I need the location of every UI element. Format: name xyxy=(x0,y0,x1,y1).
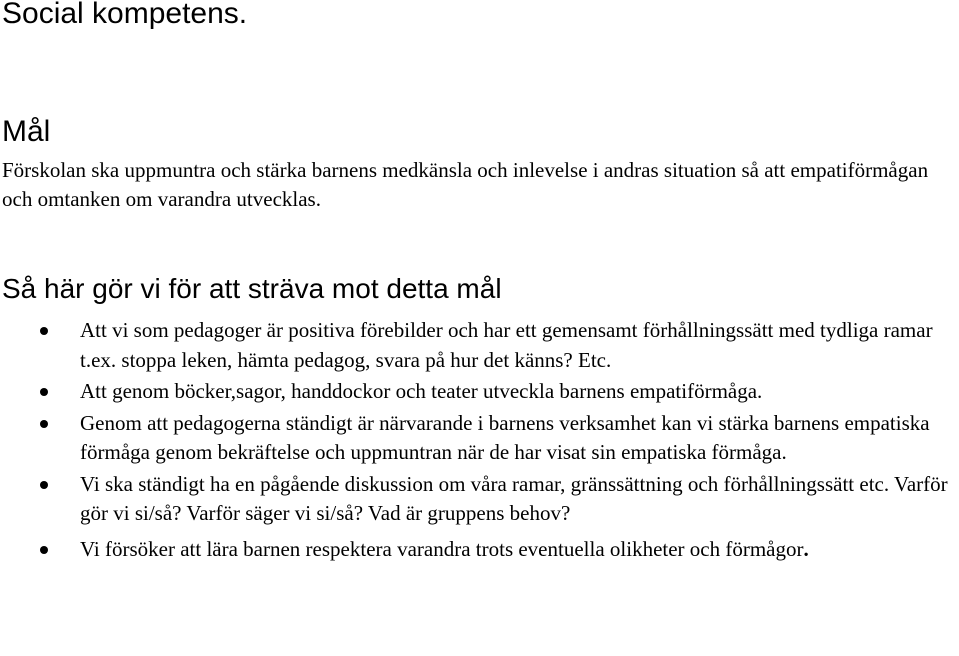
methods-heading: Så här gör vi för att sträva mot detta mål xyxy=(2,273,502,304)
list-item xyxy=(0,533,955,566)
list-item-end-punctuation: . xyxy=(803,536,809,561)
list-item xyxy=(0,377,955,407)
list-item-text: Vi ska ständigt ha en pågående diskussion om våra ramar, gränssättning och förhållningssätt etc. Varför gör vi si/så? Varför säger vi si/så? Vad är gruppens behov? xyxy=(80,471,948,525)
list-item xyxy=(0,316,955,375)
goal-paragraph: Förskolan ska uppmuntra och stärka barnens medkänsla och inlevelse i andras situation så att empatiförmågan och omtanken om varandra utvecklas. xyxy=(2,158,929,211)
page-title: Social kompetens. xyxy=(2,0,248,30)
methods-list xyxy=(0,316,955,568)
bullet-icon xyxy=(40,420,48,428)
bullet-icon xyxy=(40,546,48,554)
goal-heading: Mål xyxy=(2,115,51,148)
list-item-text: Vi försöker att lära barnen respektera varandra trots eventuella olikheter och förmågor xyxy=(80,536,804,561)
bullet-icon xyxy=(40,481,48,489)
list-item-text: Genom att pedagogerna ständigt är närvarande i barnens verksamhet kan vi stärka barnens empatiska förmåga genom bekräftelse och uppmuntran när de har visat sin empatiska förmåga. xyxy=(80,410,930,464)
list-item xyxy=(0,409,955,468)
list-item xyxy=(0,470,955,529)
list-item-text: Att vi som pedagoger är positiva förebilder och har ett gemensamt förhållningssätt med tydliga ramar t.ex. stoppa leken, hämta pedagog, svara på hur det känns? Etc. xyxy=(80,318,933,372)
list-item-text: Att genom böcker,sagor, handdockor och teater utveckla barnens empatiförmåga. xyxy=(80,379,763,403)
bullet-icon xyxy=(40,327,48,335)
bullet-icon xyxy=(40,388,48,396)
